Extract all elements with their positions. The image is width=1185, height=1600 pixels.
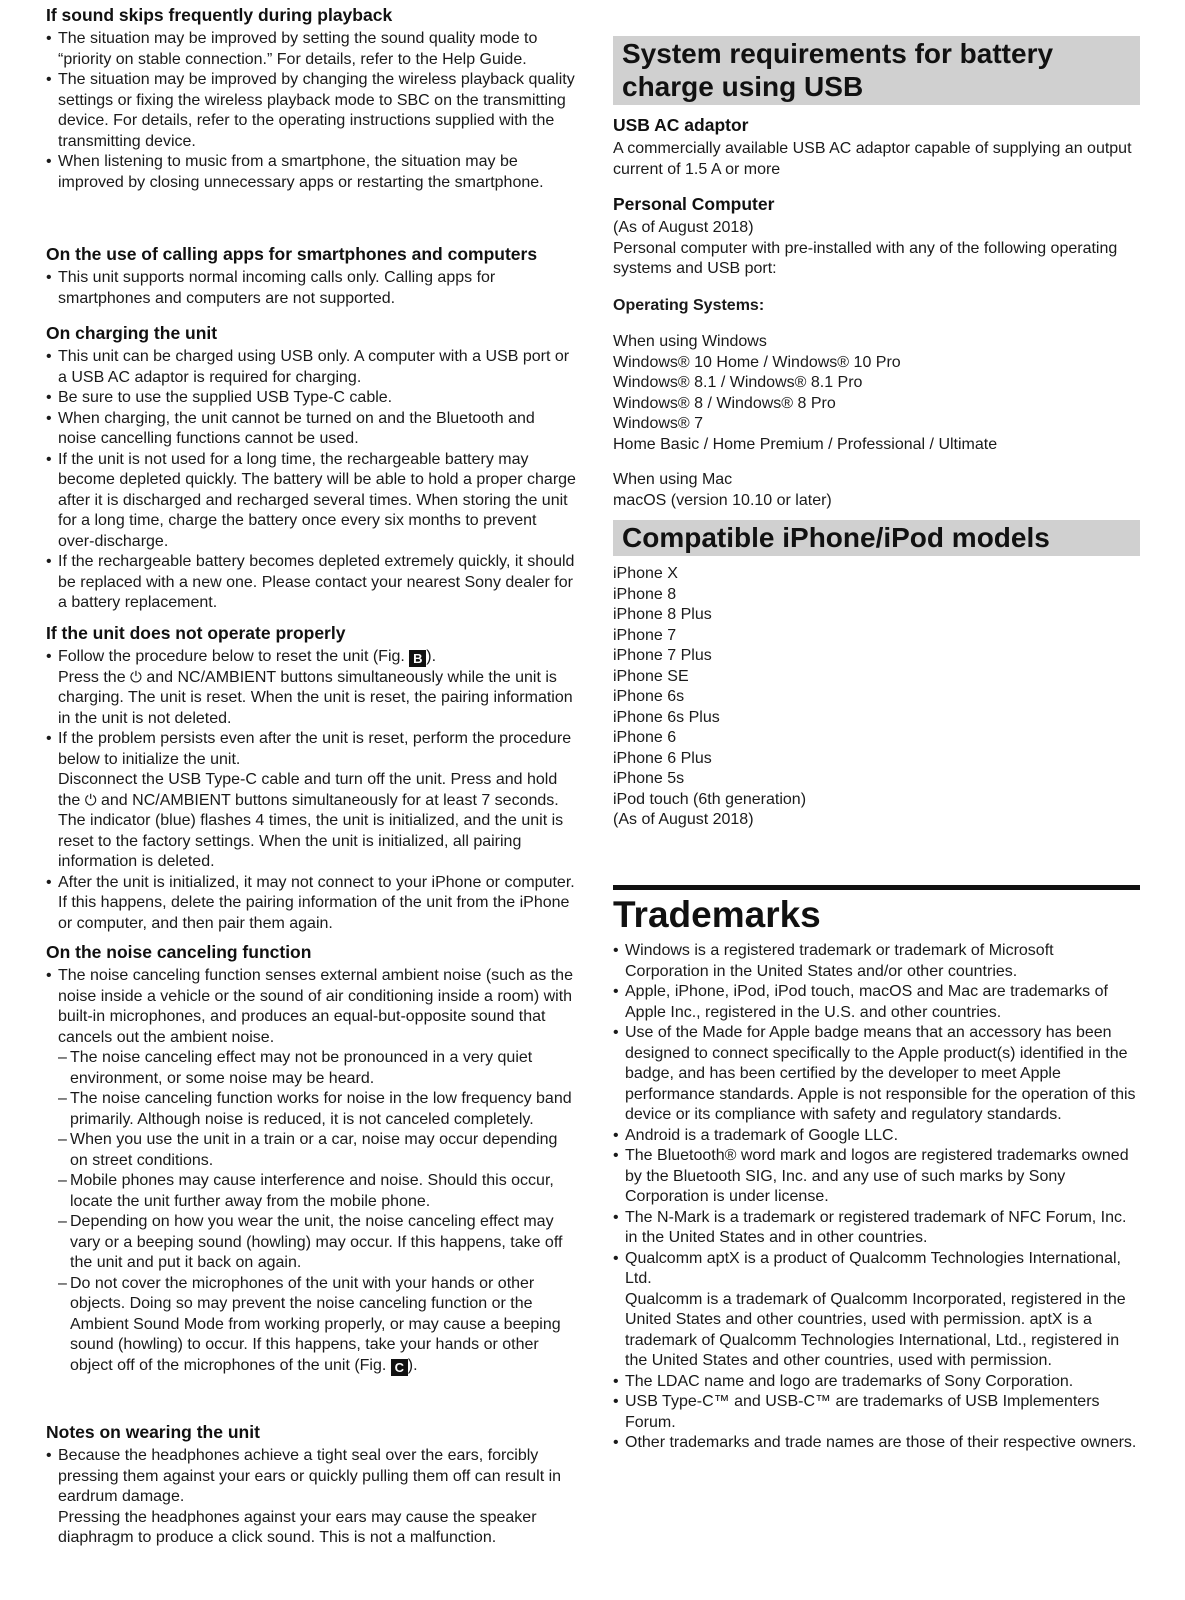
power-icon: ⏻ (130, 668, 142, 686)
initialize-instructions-b: and NC/AMBIENT buttons simultaneously for at least 7 seconds. The indicator (blue) flashes 4 times, the unit is initialized, and the unit is reset to the factory settings. When the unit is initialized, all pairing information is deleted. (58, 791, 564, 870)
windows-version: Windows® 10 Home / Windows® 10 Pro (613, 353, 901, 371)
list-item: • If the unit is not used for a long time, the rechargeable battery may become depleted quickly. The battery will be able to hold a proper charge after it is discharged and recharged several times. When storing the unit for a long time, charge the battery once every six months to prevent over-discharge. (46, 450, 576, 553)
reset-text-end: ). (426, 648, 437, 665)
trademark-item: • The LDAC name and logo are trademarks of Sony Corporation. (613, 1372, 1140, 1393)
noise-intro: The noise canceling function senses external ambient noise (such as the noise inside a vehicle or the sound of air conditioning inside a room) with built-in microphones, and produces an equal-but-opposite sound that cancels out the ambient noise. (58, 967, 573, 1046)
bullet-list (46, 268, 576, 309)
sub-item: – Mobile phones may cause interference and noise. Should this occur, locate the unit further away from the mobile phone. (58, 1171, 576, 1212)
bullet-list (46, 647, 576, 934)
os-label: Operating Systems: (613, 296, 765, 314)
section-charging (46, 322, 576, 614)
figure-b-badge: B (409, 650, 426, 667)
list-item: • Be sure to use the supplied USB Type-C cable. (46, 388, 576, 409)
sub-item-text: Do not cover the microphones of the unit with your hands or other objects. Doing so may prevent the noise canceling function or the Ambient Sound Mode from working properly, or may cause a beeping sound (howling) to occur. If this happens, take your hands or other object off of the microphones of the unit (Fig. (70, 1274, 561, 1374)
bullet-list (46, 1446, 576, 1549)
reset-text: Follow the procedure below to reset the unit (Fig. (58, 648, 410, 665)
reset-instructions-b: and NC/AMBIENT buttons simultaneously while the unit is charging. The unit is reset. When the unit is reset, the pairing information in the unit is not deleted. (58, 668, 573, 727)
model-item: iPhone 6s Plus (613, 708, 720, 726)
trademark-list (613, 941, 1140, 1454)
section-noise-canceling (46, 941, 576, 1376)
trademark-item: • USB Type-C™ and USB-C™ are trademarks of USB Implementers Forum. (613, 1392, 1140, 1433)
trademark-item: • Android is a trademark of Google LLC. (613, 1126, 1140, 1147)
windows-version: Windows® 7 (613, 415, 704, 432)
wearing-text-b: Pressing the headphones against your ears may cause the speaker diaphragm to produce a click sound. This is not a malfunction. (58, 1508, 537, 1546)
bullet-list (46, 966, 576, 1376)
mac-version: macOS (version 10.10 or later) (613, 491, 832, 509)
trademark-item: • Windows is a registered trademark or trademark of Microsoft Corporation in the United States and/or other countries. (613, 941, 1140, 982)
sub-item-text-end: ). (407, 1356, 418, 1374)
sub-item: – Depending on how you wear the unit, the noise canceling effect may vary or a beeping sound (howling) may occur. If this happens, take off the unit and put it back on again. (58, 1212, 576, 1274)
model-list (613, 564, 1140, 831)
trademark-text-a: Qualcomm aptX is a product of Qualcomm Technologies International, Ltd. (625, 1249, 1121, 1287)
list-item (46, 729, 576, 873)
bullet-list (46, 347, 576, 614)
section-title: On charging the unit (46, 323, 218, 343)
mac-label: When using Mac (613, 471, 733, 488)
section-trademarks (613, 885, 1140, 1454)
bullet-list (46, 29, 576, 193)
section-title: If the unit does not operate properly (46, 623, 346, 643)
model-item: iPhone 8 (613, 585, 677, 603)
power-icon: ⏻ (84, 791, 97, 809)
model-item: (As of August 2018) (613, 811, 754, 828)
windows-version: Home Basic / Home Premium / Professional / Ultimate (613, 435, 998, 453)
section-calling-apps (46, 243, 576, 309)
model-item: iPhone 6s (613, 688, 685, 705)
usb-adaptor-text: A commercially available USB AC adaptor capable of supplying an output current of 1.5 A or more (613, 140, 1132, 178)
initialize-text: If the problem persists even after the unit is reset, perform the procedure below to initialize the unit. (58, 730, 572, 768)
section-rule (613, 885, 1140, 890)
sub-item (58, 1274, 576, 1377)
windows-version: Windows® 8.1 / Windows® 8.1 Pro (613, 374, 863, 391)
sub-item: – The noise canceling function works for noise in the low frequency band primarily. Although noise is reduced, it is not canceled completely. (58, 1089, 576, 1130)
section-title: On the use of calling apps for smartphones and computers (46, 244, 538, 264)
list-item (46, 647, 576, 729)
model-item: iPhone 8 Plus (613, 606, 712, 623)
sub-list (58, 1048, 576, 1376)
pc-title: Personal Computer (613, 194, 775, 214)
list-item: • When listening to music from a smartphone, the situation may be improved by closing unnecessary apps or restarting the smartphone. (46, 152, 576, 193)
list-item: • After the unit is initialized, it may not connect to your iPhone or computer. If this happens, delete the pairing information of the unit from the iPhone or computer, and then pair them again. (46, 873, 576, 935)
reset-instructions-a: Press the (58, 668, 131, 686)
windows-label: When using Windows (613, 333, 767, 350)
list-item: • The situation may be improved by setting the sound quality mode to “priority on stable connection.” For details, refer to the Help Guide. (46, 29, 576, 70)
wearing-text-a: Because the headphones achieve a tight seal over the ears, forcibly pressing them against your ears or quickly pulling them off can result in eardrum damage. (58, 1447, 562, 1505)
section-title: Notes on wearing the unit (46, 1422, 260, 1442)
section-not-operate (46, 622, 576, 934)
model-item: iPhone 7 Plus (613, 647, 712, 664)
trademarks-title: Trademarks (613, 894, 821, 935)
trademark-item: • Other trademarks and trade names are those of their respective owners. (613, 1433, 1140, 1454)
trademark-item: • Apple, iPhone, iPod, iPod touch, macOS and Mac are trademarks of Apple Inc., registered in the U.S. and other countries. (613, 982, 1140, 1023)
list-item (46, 966, 576, 1376)
sub-item: – When you use the unit in a train or a car, noise may occur depending on street conditions. (58, 1130, 576, 1171)
trademark-item: • The Bluetooth® word mark and logos are registered trademarks owned by the Bluetooth SIG, Inc. and any use of such marks by Sony Corporation is under license. (613, 1146, 1140, 1208)
model-item: iPhone X (613, 565, 678, 582)
list-item: • This unit can be charged using USB only. A computer with a USB port or a USB AC adaptor is required for charging. (46, 347, 576, 388)
windows-version: Windows® 8 / Windows® 8 Pro (613, 394, 836, 412)
section-title: On the noise canceling function (46, 942, 312, 962)
pc-text: Personal computer with pre-installed with any of the following operating systems and USB port: (613, 239, 1118, 277)
section-band-title: System requirements for battery charge using USB (613, 36, 1140, 105)
section-system-requirements (613, 36, 1140, 511)
model-item: iPhone 5s (613, 770, 685, 787)
list-item: • If the rechargeable battery becomes depleted extremely quickly, it should be replaced with a new one. Please contact your nearest Sony dealer for a battery replacement. (46, 552, 576, 614)
pc-date: (As of August 2018) (613, 219, 754, 236)
section-band-title: Compatible iPhone/iPod models (613, 520, 1140, 556)
trademark-item (613, 1249, 1140, 1372)
reset-instructions (58, 668, 576, 730)
section-compatible-models (613, 520, 1140, 831)
trademark-text-b: Qualcomm is a trademark of Qualcomm Incorporated, registered in the United States and other countries, used with permission. aptX is a trademark of Qualcomm Technologies International, Ltd., registered in the United States and other countries, used with permission. (625, 1290, 1126, 1369)
section-wearing (46, 1421, 576, 1549)
list-item: • When charging, the unit cannot be turned on and the Bluetooth and noise cancelling functions cannot be used. (46, 409, 576, 450)
model-item: iPhone SE (613, 667, 689, 685)
model-item: iPhone 6 (613, 729, 677, 746)
model-item: iPod touch (6th generation) (613, 790, 807, 808)
model-item: iPhone 6 Plus (613, 749, 712, 767)
model-item: iPhone 7 (613, 626, 677, 644)
list-item (46, 1446, 576, 1549)
section-sound-skips (46, 4, 576, 193)
trademark-item: • The N-Mark is a trademark or registered trademark of NFC Forum, Inc. in the United States and in other countries. (613, 1208, 1140, 1249)
figure-c-badge: C (391, 1359, 408, 1376)
section-title: If sound skips frequently during playback (46, 5, 393, 25)
sub-item: – The noise canceling effect may not be pronounced in a very quiet environment, or some noise may be heard. (58, 1048, 576, 1089)
usb-adaptor-title: USB AC adaptor (613, 115, 749, 135)
initialize-instructions (58, 770, 576, 873)
trademark-item: • Use of the Made for Apple badge means that an accessory has been designed to connect specifically to the Apple product(s) identified in the badge, and has been certified by the developer to meet Apple performance standards. Apple is not responsible for the operation of this device or its compliance with safety and regulatory standards. (613, 1023, 1140, 1126)
list-item: • The situation may be improved by changing the wireless playback quality settings or fixing the wireless playback mode to SBC on the transmitting device. For details, refer to the operating instructions supplied with the transmitting device. (46, 70, 576, 152)
initialize-instructions-a: Disconnect the USB Type-C cable and turn off the unit. Press and hold the (58, 771, 558, 809)
list-item: • This unit supports normal incoming calls only. Calling apps for smartphones and computers are not supported. (46, 268, 576, 309)
